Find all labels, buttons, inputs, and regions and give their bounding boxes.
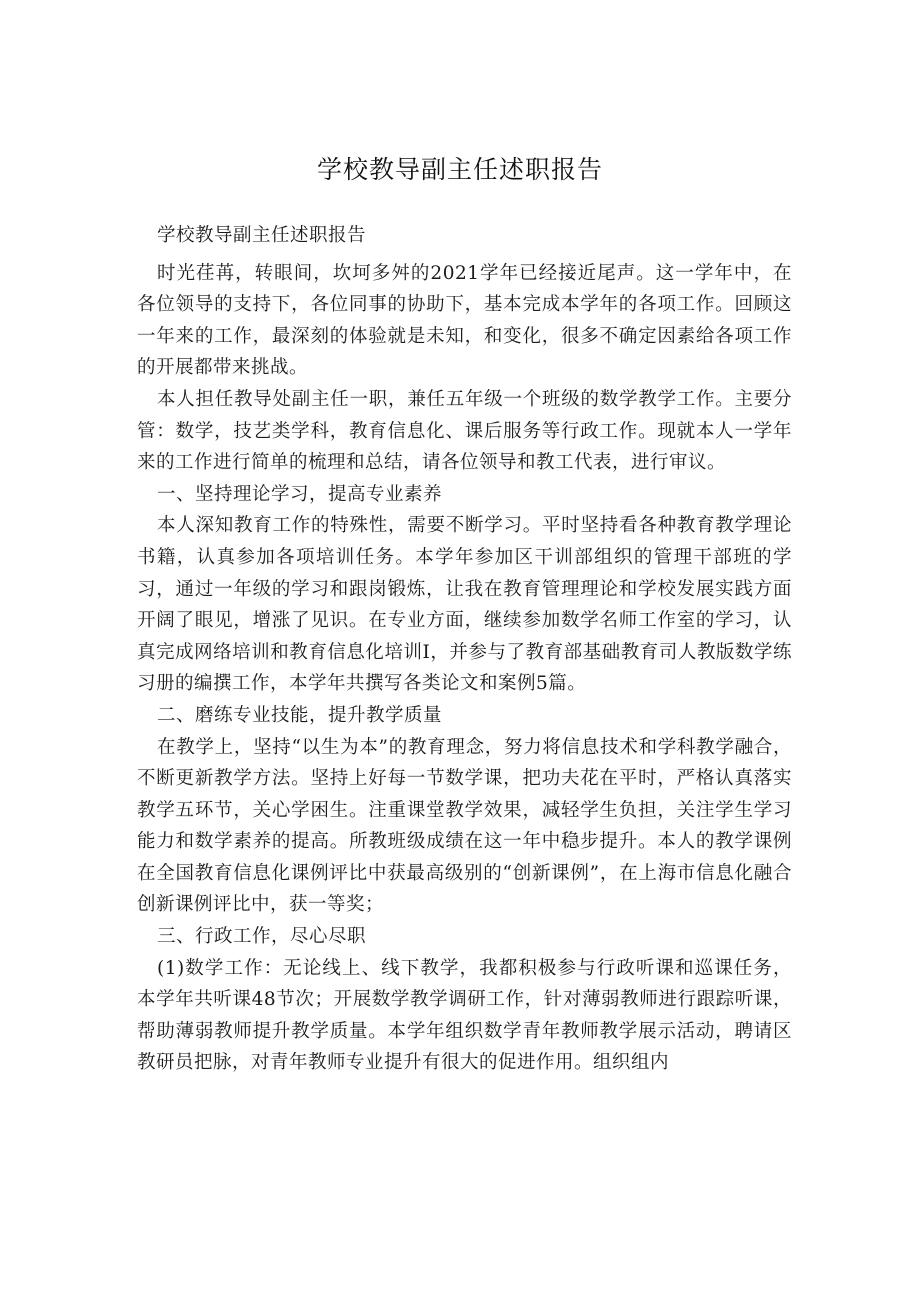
paragraph-admin-math: (1)数学工作：无论线上、线下教学，我都积极参与行政听课和巡课任务，本学年共听课48节次；开展数学教学调研工作，针对薄弱教师进行跟踪听课，帮助薄弱教师提升教学质量。本学年组织数学青年教师教学展示活动，聘请区教研员把脉，对青年教师专业提升有很大的促进作用。组织组内 (137, 957, 792, 1074)
paragraph-role: 本人担任教导处副主任一职，兼任五年级一个班级的数学教学工作。主要分管：数学，技艺类学科，教育信息化、课后服务等行政工作。现就本人一学年来的工作进行简单的梳理和总结，请各位领导和教工代表，进行审议。 (137, 388, 792, 474)
section-heading-3: 三、行政工作，尽心尽职 (157, 926, 367, 948)
document-title: 学校教导副主任述职报告 (316, 155, 603, 184)
paragraph-teaching: 在教学上，坚持“以生为本”的教育理念，努力将信息技术和学科教学融合，不断更新教学方法。坚持上好每一节数学课，把功夫花在平时，严格认真落实教学五环节，关心学困生。注重课堂教学效果，减轻学生负担，关注学生学习能力和数学素养的提高。所教班级成绩在这一年中稳步提升。本人的教学课例在全国教育信息化课例评比中获最高级别的“创新课例”，在上海市信息化融合创新课例评比中，获一等奖； (137, 736, 792, 916)
paragraph-study: 本人深知教育工作的特殊性，需要不断学习。平时坚持看各种教育教学理论书籍，认真参加各项培训任务。本学年参加区干训部组织的管理干部班的学习，通过一年级的学习和跟岗锻炼，让我在教育管理理论和学校发展实践方面开阔了眼见，增涨了见识。在专业方面，继续参加数学名师工作室的学习，认真完成网络培训和教育信息化培训I，并参与了教育部基础教育司人教版数学练习册的编撰工作，本学年共撰写各类论文和案例5篇。 (137, 515, 792, 695)
document-body (137, 220, 792, 1079)
document-subtitle: 学校教导副主任述职报告 (157, 225, 367, 246)
paragraph-intro: 时光荏苒，转眼间，坎坷多舛的2021学年已经接近尾声。这一学年中，在各位领导的支持下，各位同事的协助下，基本完成本学年的各项工作。回顾这一年来的工作，最深刻的体验就是未知，和变化，很多不确定因素给各项工作的开展都带来挑战。 (137, 262, 792, 379)
section-heading-2: 二、磨练专业技能，提升教学质量 (157, 704, 443, 726)
section-heading-1: 一、坚持理论学习，提高专业素养 (157, 483, 443, 505)
